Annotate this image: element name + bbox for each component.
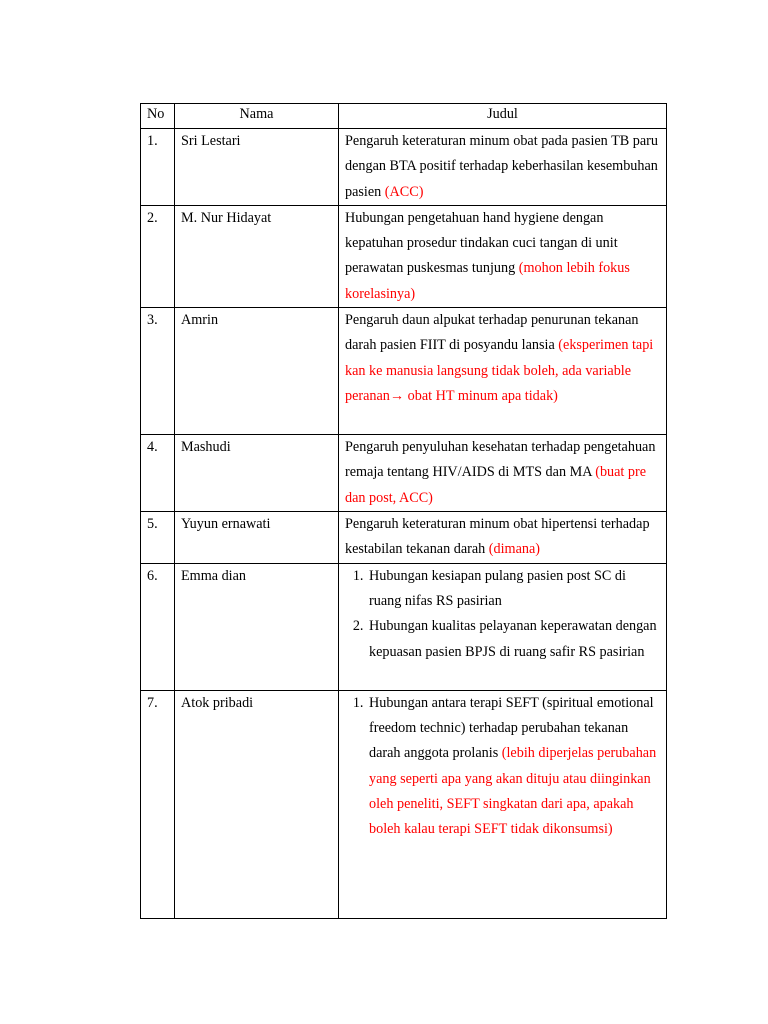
- table-row: [141, 205, 667, 307]
- row-number: 7.: [141, 690, 175, 918]
- header-judul: Judul: [339, 104, 667, 129]
- title-options-list: [345, 691, 660, 843]
- header-nama: Nama: [175, 104, 339, 129]
- student-name: Amrin: [175, 308, 339, 435]
- row-number: 1.: [141, 129, 175, 206]
- table-row: [141, 308, 667, 435]
- list-item: 2. Hubungan kualitas pelayanan keperawatan dengan kepuasan pasien BPJS di ruang safir RS pasirian: [367, 614, 660, 665]
- title-cell: [339, 690, 667, 918]
- student-name: M. Nur Hidayat: [175, 205, 339, 307]
- reviewer-note-cont: obat HT minum apa tidak): [404, 387, 558, 404]
- header-row: [141, 104, 667, 129]
- list-item: [367, 691, 660, 843]
- title-cell: [339, 563, 667, 690]
- reviewer-note: (lebih diperjelas perubahan yang seperti apa yang akan dituju atau diinginkan oleh peneliti, SEFT singkatan dari apa, apakah boleh kalau terapi SEFT tidak dikonsumsi): [369, 745, 657, 838]
- reviewer-note: (eksperimen tapi kan ke manusia langsung tidak boleh, ada variable peranan: [345, 337, 654, 404]
- title-cell: [339, 129, 667, 206]
- arrow-right-icon: →: [389, 387, 405, 404]
- student-name: Yuyun ernawati: [175, 512, 339, 564]
- title-cell: [339, 512, 667, 564]
- table-row: [141, 512, 667, 564]
- table-row: [141, 563, 667, 690]
- row-number: 5.: [141, 512, 175, 564]
- student-name: Emma dian: [175, 563, 339, 690]
- table-row: [141, 129, 667, 206]
- title-text: Pengaruh penyuluhan kesehatan terhadap pengetahuan remaja tentang HIV/AIDS di MTS dan MA: [345, 439, 656, 481]
- title-options-list: [345, 564, 660, 665]
- research-titles-table: [140, 103, 667, 919]
- title-text: Pengaruh keteraturan minum obat pada pasien TB paru dengan BTA positif terhadap keberhasilan kesembuhan pasien: [345, 133, 658, 200]
- row-number: 4.: [141, 435, 175, 512]
- row-number: 6.: [141, 563, 175, 690]
- title-text: Pengaruh daun alpukat terhadap penurunan tekanan darah pasien FIIT di posyandu lansia: [345, 312, 639, 354]
- title-cell: [339, 308, 667, 435]
- reviewer-note: (ACC): [384, 183, 424, 200]
- title-text: Hubungan antara terapi SEFT (spiritual emotional freedom technic) terhadap perubahan tekanan darah anggota prolanis: [369, 694, 654, 762]
- title-cell: [339, 435, 667, 512]
- reviewer-note: (mohon lebih fokus korelasinya): [345, 260, 630, 302]
- title-text: Hubungan pengetahuan hand hygiene dengan kepatuhan prosedur tindakan cuci tangan di unit perawatan puskesmas tunjung: [345, 209, 618, 277]
- table-row: [141, 435, 667, 512]
- title-cell: [339, 205, 667, 307]
- title-text: Pengaruh keteraturan minum obat hipertensi terhadap kestabilan tekanan darah: [345, 516, 650, 558]
- reviewer-note: (dimana): [488, 541, 540, 558]
- list-item: 1. Hubungan kesiapan pulang pasien post SC di ruang nifas RS pasirian: [367, 564, 660, 615]
- table-row: [141, 690, 667, 918]
- header-no: No: [141, 104, 175, 129]
- row-number: 2.: [141, 205, 175, 307]
- reviewer-note: (buat pre dan post, ACC): [345, 464, 647, 506]
- student-name: Sri Lestari: [175, 129, 339, 206]
- student-name: Mashudi: [175, 435, 339, 512]
- student-name: Atok pribadi: [175, 690, 339, 918]
- row-number: 3.: [141, 308, 175, 435]
